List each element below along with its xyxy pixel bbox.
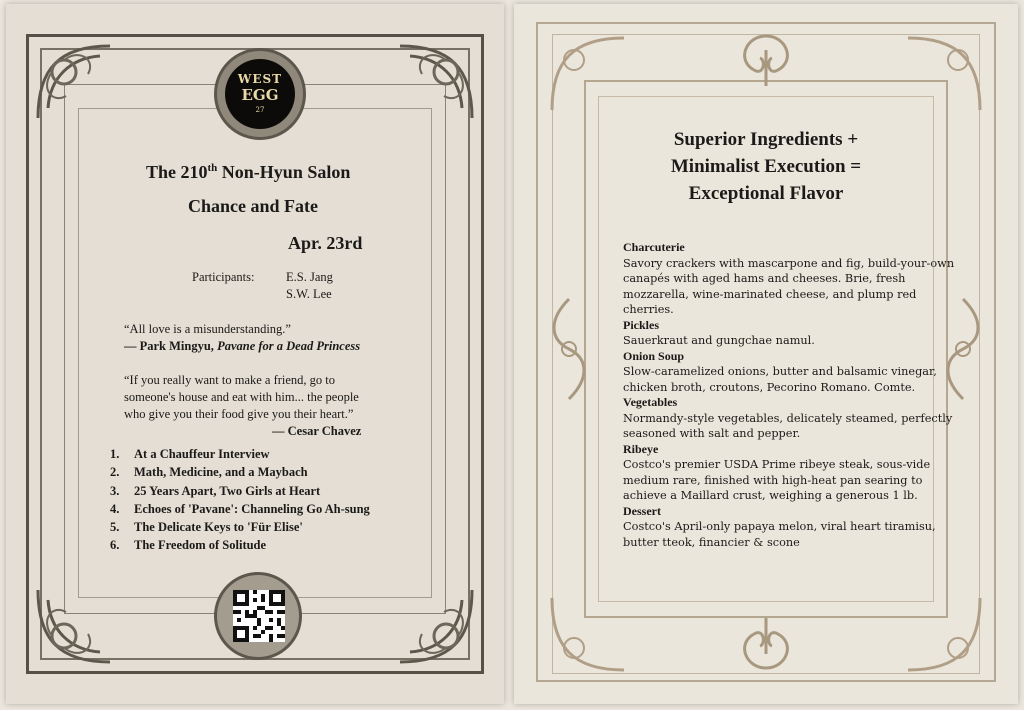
menu-title-line: Minimalist Execution =: [670, 156, 862, 177]
bottom-scroll-ornament-icon: [726, 614, 806, 674]
menu-card: [514, 4, 1018, 704]
logo-text-number: 27: [255, 106, 265, 114]
menu-section-name: Onion Soup: [623, 348, 685, 363]
menu-section-name: Vegetables: [623, 395, 678, 409]
participants-label: Participants:: [192, 270, 255, 284]
menu-title-line: Exceptional Flavor: [688, 183, 844, 204]
top-scroll-ornament-icon: [726, 30, 806, 90]
qr-code-medallion[interactable]: [214, 572, 302, 660]
agenda-item: 3. 25 Years Apart, Two Girls at Heart: [110, 483, 321, 498]
menu-list: [623, 240, 961, 550]
menu-section-description: Savory crackers with mascarpone and fig, build-your-own canapés with aged hams and cheeses. Brie, fresh mozzarella, wine-marinated cheese, and plump red cherries.: [623, 256, 955, 316]
agenda-item: 5. The Delicate Keys to 'Für Elise': [110, 520, 303, 535]
quote-attribution: — Park Mingyu, Pavane for a Dead Princess: [124, 339, 361, 353]
participant-name: S.W. Lee: [286, 287, 332, 301]
salon-invitation-card: [6, 4, 504, 704]
west-egg-logo: [214, 48, 306, 140]
menu-section-name: Ribeye: [623, 441, 659, 456]
qr-code-icon[interactable]: [233, 590, 285, 642]
corner-ornament-icon: [544, 588, 634, 678]
corner-ornament-icon: [30, 580, 120, 670]
agenda-list: [110, 447, 370, 557]
participant-name: E.S. Jang: [286, 270, 333, 284]
corner-ornament-icon: [390, 38, 480, 128]
logo-text-egg: EGG: [241, 86, 279, 104]
menu-section-name: Charcuterie: [623, 240, 685, 254]
quote-text: who give you their food give you their heart.”: [124, 407, 354, 421]
agenda-item: 6. The Freedom of Solitude: [110, 538, 267, 553]
menu-section-description: Sauerkraut and gungchae namul.: [623, 334, 815, 347]
logo-text-west: WEST: [237, 72, 283, 86]
salon-subtitle: Chance and Fate: [188, 196, 318, 216]
corner-ornament-icon: [30, 38, 120, 128]
quote-text: “All love is a misunderstanding.”: [124, 322, 291, 336]
agenda-item: 4. Echoes of 'Pavane': Channeling Go Ah-sung: [110, 501, 370, 516]
menu-title-line: Superior Ingredients +: [673, 129, 859, 150]
agenda-item: 1. At a Chauffeur Interview: [110, 447, 270, 461]
agenda-item: 2. Math, Medicine, and a Maybach: [110, 465, 308, 480]
corner-ornament-icon: [898, 588, 988, 678]
corner-ornament-icon: [544, 30, 634, 120]
menu-section-description: Slow-caramelized onions, butter and balsamic vinegar, chicken broth, croutons, Pecorino Romano. Comte.: [623, 365, 937, 394]
corner-ornament-icon: [390, 580, 480, 670]
quote-text: someone's house and eat with him... the people: [124, 390, 359, 404]
menu-section-name: Pickles: [623, 317, 659, 332]
menu-section-name: Dessert: [623, 503, 661, 518]
left-scroll-ornament-icon: [544, 294, 594, 404]
salon-title: The 210th Non-Hyun Salon: [146, 162, 351, 182]
quote-text: “If you really want to make a friend, go to: [124, 373, 336, 387]
quote-attribution: — Cesar Chavez: [272, 424, 362, 438]
corner-ornament-icon: [898, 30, 988, 120]
menu-section-description: Costco's premier USDA Prime ribeye steak, sous-vide medium rare, finished with high-heat pan searing to achieve a Maillard crust, weighing a generous 1 lb.: [623, 458, 931, 502]
event-date: Apr. 23rd: [288, 233, 363, 253]
menu-section-description: Normandy-style vegetables, delicately steamed, perfectly seasoned with salt and pepper.: [623, 411, 953, 440]
menu-section-description: Costco's April-only papaya melon, viral heart tiramisu, butter tteok, financier & scone: [623, 520, 936, 549]
